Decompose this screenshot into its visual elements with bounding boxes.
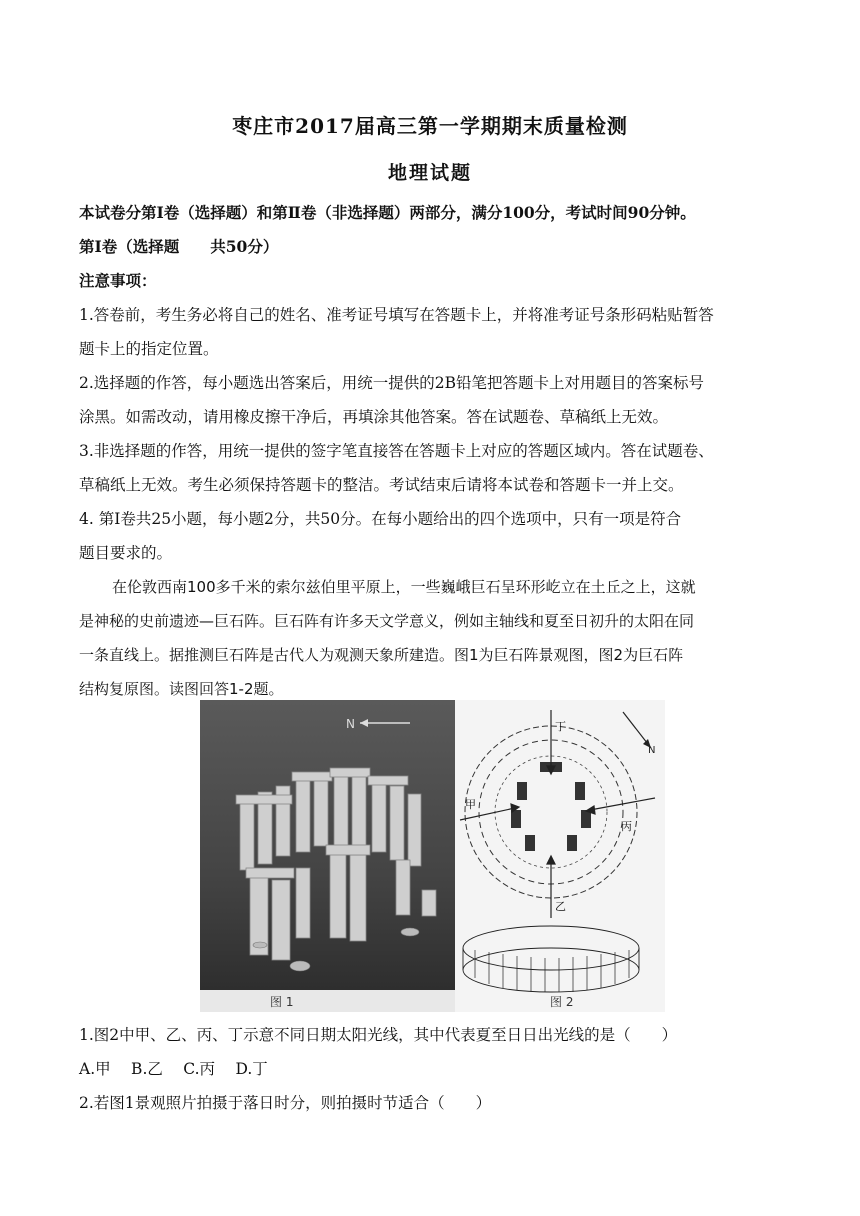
- question-2-stem: 2.若图1景观照片拍摄于落日时分，则拍摄时节适合（ ）: [79, 1094, 492, 1112]
- figure-1-photo: [200, 700, 465, 1012]
- note-line: 1.答卷前，考生务必将自己的姓名、准考证号填写在答题卡上，并将准考证号条形码粘贴暂答: [79, 306, 714, 324]
- north-label: N: [346, 717, 355, 731]
- figure-2-diagram: [455, 700, 665, 1012]
- ray-label-ding: 丁: [555, 720, 566, 733]
- question-1-stem: 1.图2中甲、乙、丙、丁示意不同日期太阳光线，其中代表夏至日日出光线的是（ ）: [79, 1026, 678, 1044]
- exam-subtitle: 地理试题: [387, 162, 472, 184]
- note-line: 草稿纸上无效。考生必须保持答题卡的整洁。考试结束后请将本试卷和答题卡一并上交。: [79, 476, 684, 494]
- passage-line: 结构复原图。读图回答1-2题。: [79, 680, 284, 698]
- ray-label-bing: 丙: [621, 820, 632, 833]
- figure-1-caption: 图 1: [270, 995, 294, 1009]
- exam-title: 枣庄市2017届高三第一学期期末质量检测: [232, 114, 628, 138]
- note-line: 题目要求的。: [79, 544, 173, 562]
- note-line: 2.选择题的作答，每小题选出答案后，用统一提供的2B铅笔把答题卡上对用题目的答案标号: [79, 374, 705, 392]
- passage-line: 在伦敦西南100多千米的索尔兹伯里平原上，一些巍峨巨石呈环形屹立在土丘之上，这就: [112, 578, 696, 596]
- note-line: 题卡上的指定位置。: [79, 340, 219, 358]
- ray-label-jia: 甲: [465, 798, 476, 811]
- ray-label-yi: 乙: [555, 900, 566, 913]
- part1-heading: 第Ⅰ卷（选择题 共50分）: [79, 237, 279, 256]
- north-label: N: [648, 745, 656, 756]
- figure-2-caption: 图 2: [550, 995, 574, 1009]
- question-1-options: A.甲 B.乙 C.丙 D.丁: [79, 1060, 268, 1078]
- exam-intro: 本试卷分第Ⅰ卷（选择题）和第Ⅱ卷（非选择题）两部分，满分100分，考试时间90分钟。: [79, 203, 696, 222]
- note-line: 涂黑。如需改动，请用橡皮擦干净后，再填涂其他答案。答在试题卷、草稿纸上无效。: [79, 408, 669, 426]
- note-line: 3.非选择题的作答，用统一提供的签字笔直接答在答题卡上对应的答题区域内。答在试题卷、: [79, 442, 714, 460]
- notes-title: 注意事项：: [79, 271, 157, 290]
- note-line: 4. 第Ⅰ卷共25小题，每小题2分，共50分。在每小题给出的四个选项中，只有一项是符合: [79, 510, 682, 528]
- passage-line: 是神秘的史前遗迹—巨石阵。巨石阵有许多天文学意义，例如主轴线和夏至日初升的太阳在同: [79, 612, 695, 630]
- passage-line: 一条直线上。据推测巨石阵是古代人为观测天象所建造。图1为巨石阵景观图，图2为巨石阵: [79, 646, 684, 664]
